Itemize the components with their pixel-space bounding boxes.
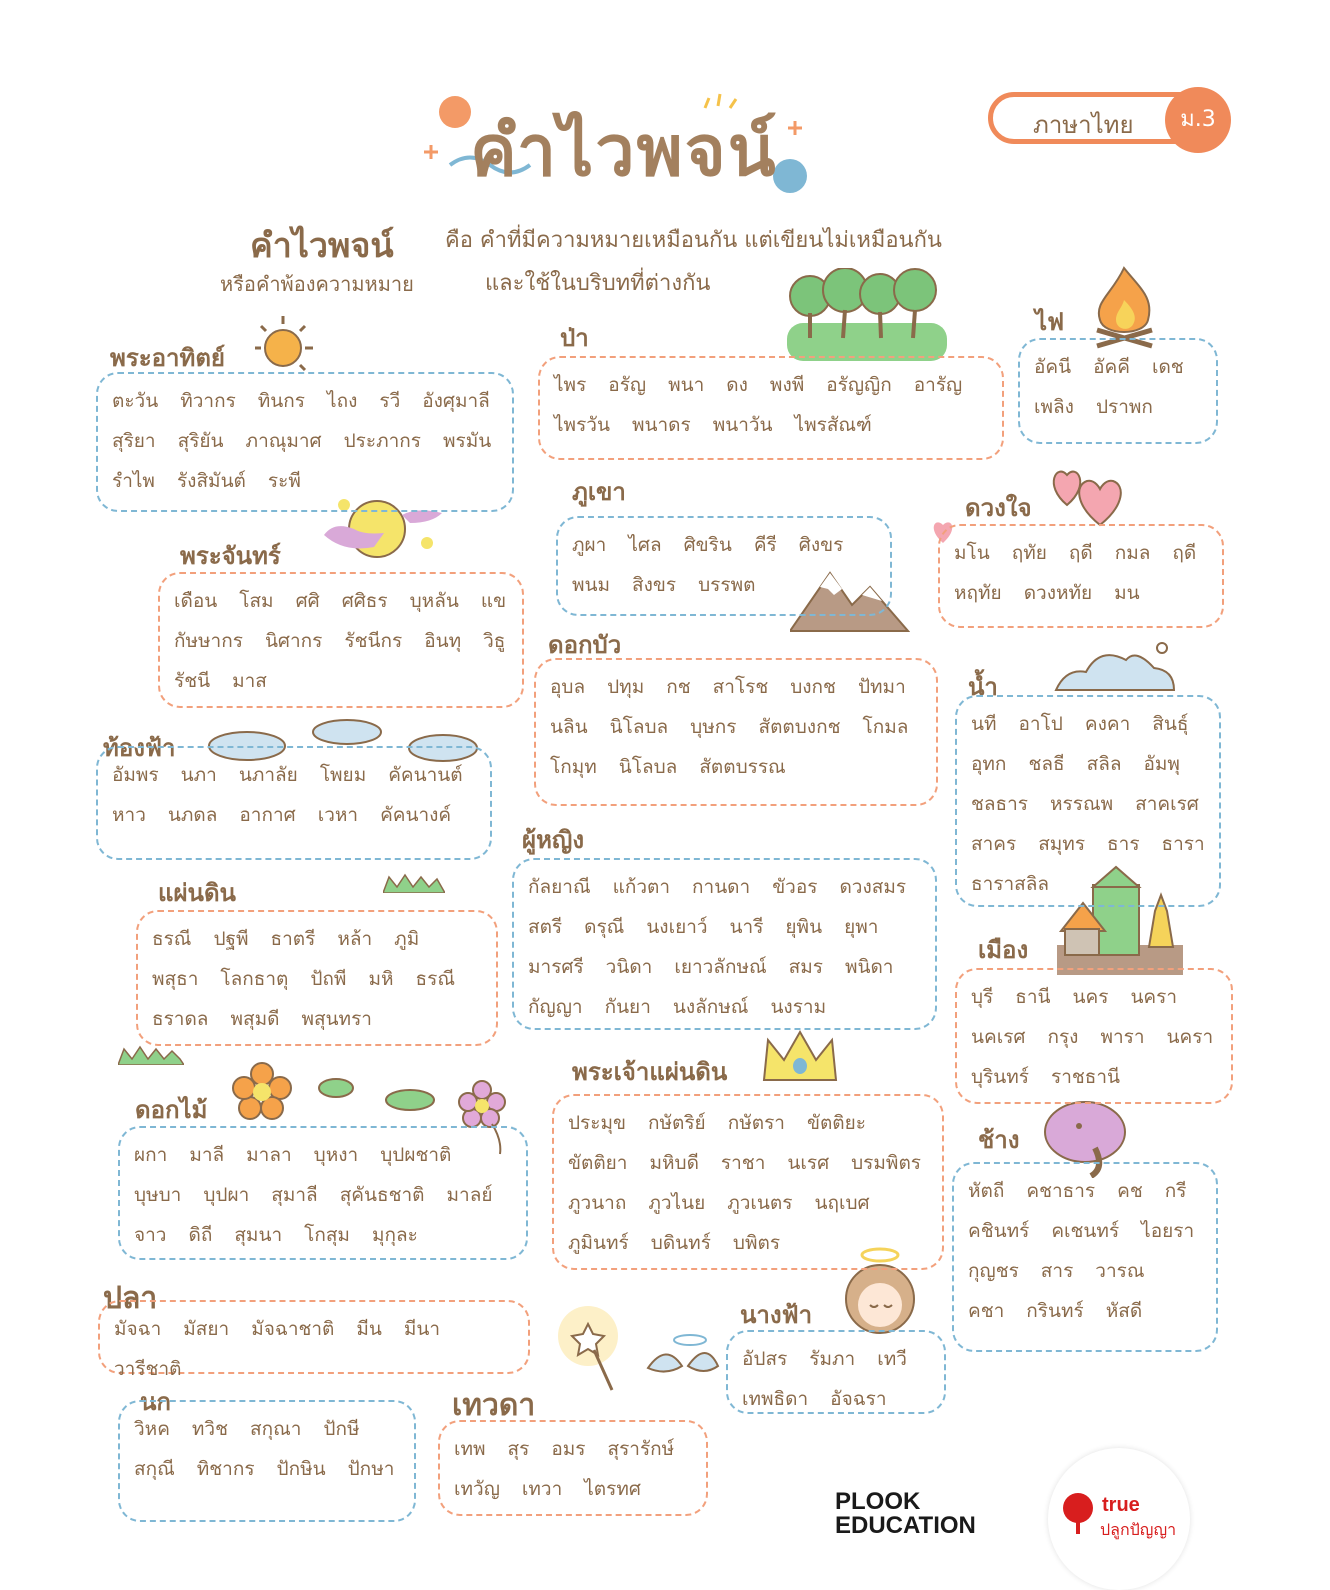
elephant-word: คชา — [968, 1300, 1005, 1322]
water-word: คงคา — [1084, 713, 1131, 735]
woman-word: กันยา — [604, 996, 651, 1018]
elephant-word: คเชนทร์ — [1051, 1220, 1120, 1242]
lotus-word: นิโลบล — [609, 716, 669, 738]
king-word: นเรศ — [787, 1152, 830, 1174]
woman-word: ขัวอร — [772, 876, 818, 898]
sun-word: ระพี — [267, 470, 301, 492]
label-bird: นก — [140, 1388, 171, 1416]
sun-word: ทินกร — [257, 390, 306, 412]
sky-word: นภาลัย — [238, 764, 298, 786]
flower-word: สุคันธชาติ — [339, 1184, 425, 1206]
flower-word: บุปผา — [203, 1184, 250, 1206]
lotus-word: กช — [666, 676, 691, 698]
forest-word: พงพี — [769, 374, 805, 396]
woman-word: แก้วตา — [612, 876, 671, 898]
woman-word: นงลักษณ์ — [672, 996, 749, 1018]
earth-word: พสุมดี — [230, 1008, 280, 1030]
fire-word: อัคนี — [1034, 356, 1072, 378]
label-fire: ไฟ — [1035, 308, 1065, 336]
forest-word: พนาวัน — [712, 414, 773, 436]
king-word: ภูวไนย — [648, 1192, 706, 1214]
water-word: ชลธี — [1028, 753, 1065, 775]
water-word: อุทก — [971, 753, 1007, 775]
forest-word: อรัญญิก — [826, 374, 892, 396]
sun-word: อังศุมาลี — [422, 390, 490, 412]
flower-word: บุหงา — [313, 1144, 359, 1166]
king-word: มหิบดี — [649, 1152, 699, 1174]
sun-word: ไถง — [327, 390, 358, 412]
tree-icon — [1060, 1492, 1096, 1536]
woman-word: ยุพา — [844, 916, 879, 938]
label-water: น้ำ — [968, 673, 998, 701]
bird-word: สกุณา — [250, 1418, 302, 1440]
city-word: ธานี — [1015, 986, 1051, 1008]
sky-word: โพยม — [319, 764, 367, 786]
lotus-word: นิโลบล — [618, 756, 678, 778]
elephant-word: สาร — [1040, 1260, 1074, 1282]
flower-word: มาลย์ — [446, 1184, 493, 1206]
label-sun: พระอาทิตย์ — [110, 344, 225, 372]
bird-word: ปักษี — [323, 1418, 360, 1440]
box-heart — [938, 524, 1224, 628]
sun-word: ประภากร — [343, 430, 421, 452]
earth-word: มหิ — [368, 968, 394, 990]
lotus-word: สาโรช — [712, 676, 769, 698]
water-icon — [1052, 640, 1182, 702]
label-woman: ผู้หญิง — [522, 826, 585, 854]
water-word: ธาร — [1107, 833, 1140, 855]
lotus-word: บุษกร — [690, 716, 737, 738]
city-word: นครา — [1166, 1026, 1214, 1048]
box-deity — [438, 1420, 708, 1516]
lotus-word: บงกช — [790, 676, 836, 698]
moon-word: ศศิธร — [341, 590, 388, 612]
wand-icon — [548, 1300, 723, 1395]
woman-word: สมร — [788, 956, 823, 978]
box-angel — [726, 1330, 946, 1414]
flower-word: ดิถี — [188, 1224, 213, 1246]
deity-word: สุรารักษ์ — [607, 1438, 675, 1460]
deity-word: สุร — [507, 1438, 530, 1460]
moon-word: เดือน — [174, 590, 218, 612]
label-earth: แผ่นดิน — [158, 879, 236, 907]
sky-word: อัมพร — [112, 764, 159, 786]
angel-word: อัปสร — [742, 1348, 788, 1370]
earth-word: พสุนทรา — [301, 1008, 372, 1030]
woman-word: นารี — [729, 916, 764, 938]
heart-word: หฤทัย — [954, 582, 1002, 604]
fire-word: อัคคี — [1093, 356, 1130, 378]
label-fish: ปลา — [103, 1281, 158, 1316]
elephant-word: หัสดี — [1105, 1300, 1143, 1322]
king-word: บรมพิตร — [851, 1152, 921, 1174]
forest-word: อรัญ — [608, 374, 647, 396]
woman-word: กัลยาณี — [528, 876, 591, 898]
moon-word: วิธู — [483, 630, 506, 652]
bird-word: ปักษิน — [276, 1458, 326, 1480]
moon-word: โสม — [239, 590, 274, 612]
fish-word: มีนา — [403, 1318, 441, 1340]
flower-word: บุษบา — [134, 1184, 182, 1206]
sun-word: ตะวัน — [112, 390, 159, 412]
king-word: ประมุข — [568, 1112, 626, 1134]
water-word: สินธุ์ — [1152, 713, 1189, 735]
city-word: บุรี — [971, 986, 994, 1008]
earth-word: ธรณี — [152, 928, 192, 950]
crown-icon — [760, 1028, 840, 1090]
flower-word: สุมาลี — [271, 1184, 318, 1206]
deity-word: เทวา — [521, 1478, 563, 1500]
flower-word: บุปผชาติ — [380, 1144, 452, 1166]
water-word: สาคร — [971, 833, 1017, 855]
king-word: ขัตติยา — [568, 1152, 628, 1174]
water-word: หรรณพ — [1050, 793, 1114, 815]
forest-word: ดง — [726, 374, 748, 396]
box-fire — [1018, 338, 1218, 444]
water-word: สาคเรศ — [1135, 793, 1199, 815]
label-flower: ดอกไม้ — [135, 1096, 208, 1124]
city-word: นคร — [1072, 986, 1109, 1008]
flower-word: สุมนา — [234, 1224, 283, 1246]
woman-word: พนิดา — [844, 956, 894, 978]
moon-word: รัชนี — [174, 670, 211, 692]
woman-word: เยาวลักษณ์ — [674, 956, 767, 978]
true-logo-text: true — [1102, 1494, 1140, 1516]
earth-word: ธราดล — [152, 1008, 209, 1030]
sun-word: ภาณุมาศ — [245, 430, 322, 452]
box-sun — [96, 372, 514, 512]
woman-word: สตรี — [528, 916, 563, 938]
elephant-word: ไอยรา — [1141, 1220, 1195, 1242]
bird-word: ทวิช — [191, 1418, 228, 1440]
elephant-word: วารณ — [1095, 1260, 1145, 1282]
label-mountain: ภูเขา — [572, 478, 626, 506]
forest-word: ไพร — [554, 374, 587, 396]
bird-word: สกุณี — [134, 1458, 175, 1480]
sun-word: รวี — [379, 390, 401, 412]
sky-word: นภดล — [167, 804, 218, 826]
lotus-word: โกมุท — [550, 756, 597, 778]
mountain-word: บรรพต — [698, 574, 756, 596]
lotus-word: อุบล — [550, 676, 586, 698]
angel-word: อัจฉรา — [830, 1388, 887, 1410]
forest-word: พนา — [668, 374, 705, 396]
city-word: กรุง — [1047, 1026, 1079, 1048]
flower-word: ผกา — [134, 1144, 168, 1166]
fish-word: วารีชาติ — [114, 1358, 182, 1380]
mountain-word: สิงขร — [632, 574, 677, 596]
earth-word: ปัถพี — [310, 968, 347, 990]
elephant-word: กรินทร์ — [1026, 1300, 1084, 1322]
box-water — [955, 695, 1221, 907]
flower-word: จาว — [134, 1224, 167, 1246]
moon-word: รัชนีกร — [344, 630, 403, 652]
water-word: ชลธาร — [971, 793, 1029, 815]
woman-word: กัญญา — [528, 996, 583, 1018]
label-heart: ดวงใจ — [965, 494, 1032, 522]
label-king: พระเจ้าแผ่นดิน — [572, 1058, 728, 1086]
elephant-word: คชินทร์ — [968, 1220, 1030, 1242]
deity-word: เทพ — [454, 1438, 486, 1460]
box-flower — [118, 1126, 528, 1260]
sky-word: คัคนางค์ — [380, 804, 452, 826]
box-sky — [96, 746, 492, 860]
flower-word: มาลา — [246, 1144, 292, 1166]
sun-word: พรมัน — [443, 430, 492, 452]
king-word: นฤเบศ — [814, 1192, 870, 1214]
earth-word: ธรณี — [415, 968, 455, 990]
woman-word: ดวงสมร — [839, 876, 907, 898]
box-fish — [98, 1300, 530, 1380]
box-bird — [118, 1400, 416, 1522]
moon-word: มาส — [232, 670, 267, 692]
sun-word: สุริยา — [112, 430, 156, 452]
deity-word: เทวัญ — [454, 1478, 500, 1500]
deity-word: ไตรทศ — [584, 1478, 641, 1500]
heart-word: มโน — [954, 542, 990, 564]
woman-word: ดรุณี — [584, 916, 625, 938]
fish-word: มัจฉา — [114, 1318, 162, 1340]
king-word: บพิตร — [732, 1232, 781, 1254]
earth-word: ภูมิ — [394, 928, 420, 950]
moon-word: บุหลัน — [409, 590, 459, 612]
city-word: นครา — [1130, 986, 1178, 1008]
label-forest: ป่า — [560, 324, 589, 352]
heart-word: ฤดี — [1068, 542, 1093, 564]
earth-word: พสุธา — [152, 968, 199, 990]
box-forest — [538, 356, 1004, 460]
level-badge: ม.3 — [1165, 87, 1231, 153]
woman-word: มารศรี — [528, 956, 584, 978]
water-word: ธารา — [1161, 833, 1205, 855]
deity-word: อมร — [551, 1438, 586, 1460]
mountain-word: ภูผา — [572, 534, 607, 556]
moon-word: แข — [480, 590, 507, 612]
box-city — [955, 968, 1233, 1104]
water-word: สลิล — [1086, 753, 1122, 775]
angel-word: รัมภา — [809, 1348, 856, 1370]
sun-word: สุริยัน — [177, 430, 224, 452]
lotus-word: นลิน — [550, 716, 588, 738]
forest-icon — [785, 268, 950, 363]
heart-word: ดวงหทัย — [1023, 582, 1093, 604]
king-word: ภูวเนตร — [727, 1192, 793, 1214]
city-word: พารา — [1100, 1026, 1145, 1048]
sky-word: นภา — [180, 764, 217, 786]
lotus-word: ปัทมา — [857, 676, 906, 698]
angel-word: เทวี — [877, 1348, 907, 1370]
subject-label: ภาษาไทย — [1033, 111, 1134, 139]
angel-word: เทพธิดา — [742, 1388, 809, 1410]
king-word: ราชา — [720, 1152, 766, 1174]
bird-word: ทิชากร — [196, 1458, 255, 1480]
grass-icon — [383, 873, 445, 893]
woman-word: กานดา — [692, 876, 751, 898]
sun-word: รังสิมันต์ — [176, 470, 246, 492]
king-word: กษัตรา — [727, 1112, 785, 1134]
elephant-word: กุญชร — [968, 1260, 1019, 1282]
label-angel: นางฟ้า — [740, 1301, 813, 1329]
label-elephant: ช้าง — [978, 1126, 1020, 1154]
fish-word: มัสยา — [183, 1318, 230, 1340]
water-word: อาโป — [1018, 713, 1063, 735]
forest-word: อารัญ — [913, 374, 963, 396]
label-city: เมือง — [978, 936, 1029, 964]
lotus-word: ปทุม — [607, 676, 645, 698]
box-moon — [158, 572, 524, 708]
city-word: นคเรศ — [971, 1026, 1026, 1048]
moon-word: นิศากร — [264, 630, 323, 652]
heart-word: ฤทัย — [1011, 542, 1047, 564]
flower-word: มุกุละ — [371, 1224, 418, 1246]
sky-word: หาว — [112, 804, 146, 826]
mountain-word: คีรี — [753, 534, 777, 556]
earth-word: ธาตรี — [270, 928, 316, 950]
moon-word: กัษษากร — [174, 630, 243, 652]
water-word: นที — [971, 713, 997, 735]
king-word: กษัตริย์ — [647, 1112, 706, 1134]
definition-term: คำไวพจน์ — [250, 226, 394, 266]
box-woman — [512, 858, 937, 1030]
page-title: คำไวพจน์ — [470, 110, 778, 192]
water-word: อัมพุ — [1143, 753, 1180, 775]
heart-word: ฤดี — [1172, 542, 1197, 564]
bird-word: ปักษา — [347, 1458, 395, 1480]
mountain-word: พนม — [572, 574, 611, 596]
definition-line-2: และใช้ในบริบทที่ต่างกัน — [485, 271, 711, 296]
label-lotus: ดอกบัว — [548, 631, 622, 659]
water-word: สมุทร — [1038, 833, 1086, 855]
plook-education-logo: PLOOK EDUCATION — [835, 1488, 976, 1539]
definition-alt-term: หรือคำพ้องความหมาย — [220, 272, 414, 296]
woman-word: ยุพิน — [785, 916, 823, 938]
fish-word: มีน — [356, 1318, 382, 1340]
earth-word: หล้า — [337, 928, 373, 950]
forest-word: ไพรสัณฑ์ — [794, 414, 872, 436]
city-word: ราชธานี — [1050, 1066, 1121, 1088]
mountain-word: ศิขริน — [683, 534, 732, 556]
lotus-word: โกมล — [862, 716, 909, 738]
box-lotus — [534, 658, 938, 806]
water-word: ธาราสลิล — [971, 873, 1050, 895]
label-moon: พระจันทร์ — [180, 542, 281, 570]
city-word: บุรินทร์ — [971, 1066, 1029, 1088]
mountain-word: ศิงขร — [798, 534, 844, 556]
king-word: บดินทร์ — [650, 1232, 711, 1254]
fire-word: เดช — [1151, 356, 1184, 378]
woman-word: วนิดา — [605, 956, 653, 978]
definition-line-1: คือ คำที่มีความหมายเหมือนกัน แต่เขียนไม่เหมือนกัน — [445, 228, 942, 253]
moon-word: ศศิ — [295, 590, 320, 612]
label-deity: เทวดา — [452, 1388, 536, 1423]
king-word: ภูวนาถ — [568, 1192, 627, 1214]
bird-word: วิหค — [134, 1418, 170, 1440]
sun-word: รำไพ — [112, 470, 155, 492]
box-king — [552, 1094, 944, 1270]
forest-word: ไพรวัน — [554, 414, 610, 436]
grass-icon-2 — [118, 1045, 184, 1065]
fire-word: ปราพก — [1095, 396, 1153, 418]
fire-word: เพลิง — [1034, 396, 1074, 418]
king-word: ภูมินทร์ — [568, 1232, 629, 1254]
true-logo-subtext: ปลูกปัญญา — [1100, 1520, 1177, 1539]
heart-word: มน — [1114, 582, 1140, 604]
flower-word: โกสุม — [304, 1224, 350, 1246]
elephant-word: กรี — [1164, 1180, 1187, 1202]
woman-word: นงราม — [770, 996, 827, 1018]
sky-word: เวหา — [317, 804, 359, 826]
elephant-word: หัตถี — [968, 1180, 1005, 1202]
lotus-word: สัตตบงกช — [758, 716, 841, 738]
heart-word: กมล — [1114, 542, 1151, 564]
box-earth — [136, 910, 498, 1046]
elephant-word: คช — [1117, 1180, 1143, 1202]
forest-word: พนาดร — [631, 414, 691, 436]
earth-word: โลกธาตุ — [220, 968, 289, 990]
sky-word: อากาศ — [239, 804, 296, 826]
mountain-word: ไศล — [628, 534, 662, 556]
lotus-word: สัตตบรรณ — [699, 756, 786, 778]
flower-word: มาลี — [189, 1144, 225, 1166]
box-elephant — [952, 1162, 1218, 1352]
sky-word: คัคนานต์ — [388, 764, 463, 786]
earth-word: ปฐพี — [213, 928, 249, 950]
label-sky: ท้องฟ้า — [103, 734, 176, 762]
sun-word: ทิวากร — [180, 390, 236, 412]
moon-word: อินทุ — [424, 630, 462, 652]
woman-word: นงเยาว์ — [646, 916, 708, 938]
king-word: ขัตติยะ — [806, 1112, 866, 1134]
subject-badge — [988, 92, 1230, 144]
elephant-word: คชาธาร — [1026, 1180, 1096, 1202]
box-mountain — [556, 516, 892, 616]
fish-word: มัจฉาชาติ — [251, 1318, 335, 1340]
